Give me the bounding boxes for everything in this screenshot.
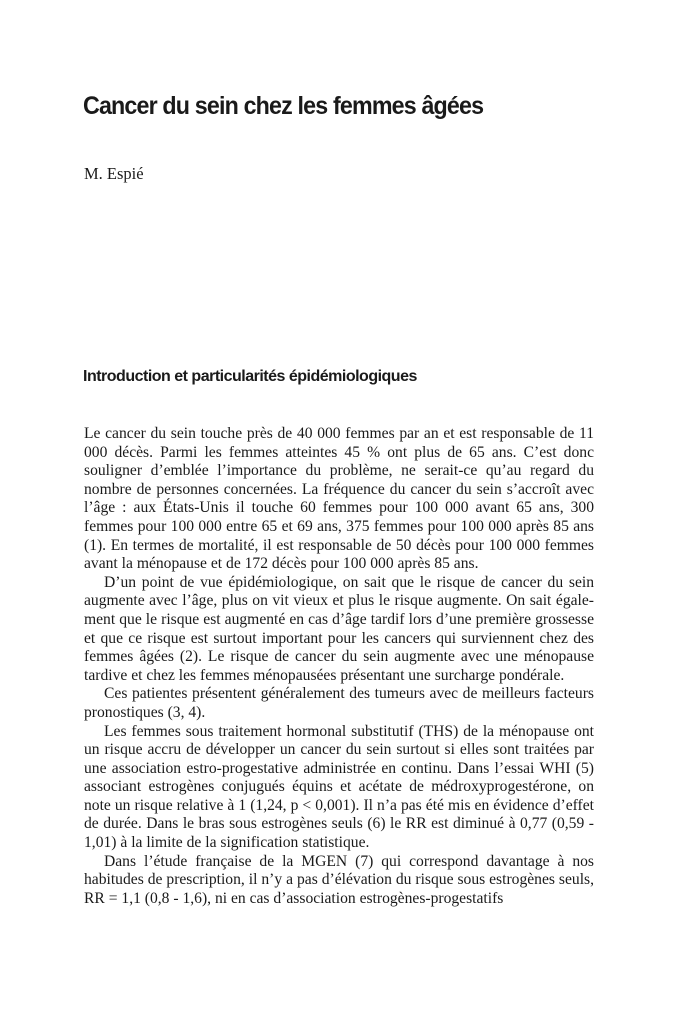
- paragraph-3: Ces patientes présentent généralement des tumeurs avec de meilleurs facteurs pronostiques (3, 4).: [84, 685, 594, 721]
- section-heading: Introduction et particularités épidémiologiques: [83, 368, 417, 385]
- article-title: Cancer du sein chez les femmes âgées: [83, 92, 484, 120]
- author-name: M. Espié: [84, 164, 144, 183]
- article-body: [84, 425, 594, 908]
- paragraph-5: Dans l’étude française de la MGEN (7) qui correspond davantage à nos habitudes de prescription, il n’y a pas d’élévation du risque sous estrogènes seuls, RR = 1,1 (0,8 - 1,6), ni en cas d’association estrogènes-progestatifs: [84, 852, 594, 907]
- paragraph-2: D’un point de vue épidémiologique, on sait que le risque de cancer du sein augmente avec l’âge, plus on vit vieux et plus le risque augmente. On sait également que le risque est augmenté en cas d’âge tardif lors d’une première grossesse et que ce risque est surtout important pour les cancers qui surviennent chez des femmes âgées (2). Le risque de cancer du sein augmente avec une ménopause tardive et chez les femmes ménopausées présentant une surcharge pondérale.: [84, 573, 594, 684]
- paragraph-4: Les femmes sous traitement hormonal substitutif (THS) de la ménopause ont un risque accru de développer un cancer du sein surtout si elles sont traitées par une association estro-progestative administrée en continu. Dans l’essai WHI (5) associant estrogènes conjugués équins et acétate de médroxyprogestérone, on note un risque relative à 1 (1,24, p < 0,001). Il n’a pas été mis en évidence d’effet de durée. Dans le bras sous estrogènes seuls (6) le RR est diminué à 0,77 (0,59 - 1,01) à la limite de la signification statistique.: [84, 722, 594, 852]
- paragraph-1: Le cancer du sein touche près de 40 000 femmes par an et est responsable de 11 000 décès. Parmi les femmes atteintes 45 % ont plus de 65 ans. C’est donc souligner d’emblée l’importance du problème, ne serait-ce qu’au regard du nombre de personnes concernées. La fréquence du cancer du sein s’accroît avec l’âge : aux États-Unis il touche 60 femmes pour 100 000 avant 65 ans, 300 femmes pour 100 000 entre 65 et 69 ans, 375 femmes pour 100 000 après 85 ans (1). En termes de mortalité, il est responsable de 50 décès pour 100 000 femmes avant la ménopause et de 172 décès pour 100 000 après 85 ans.: [84, 425, 594, 573]
